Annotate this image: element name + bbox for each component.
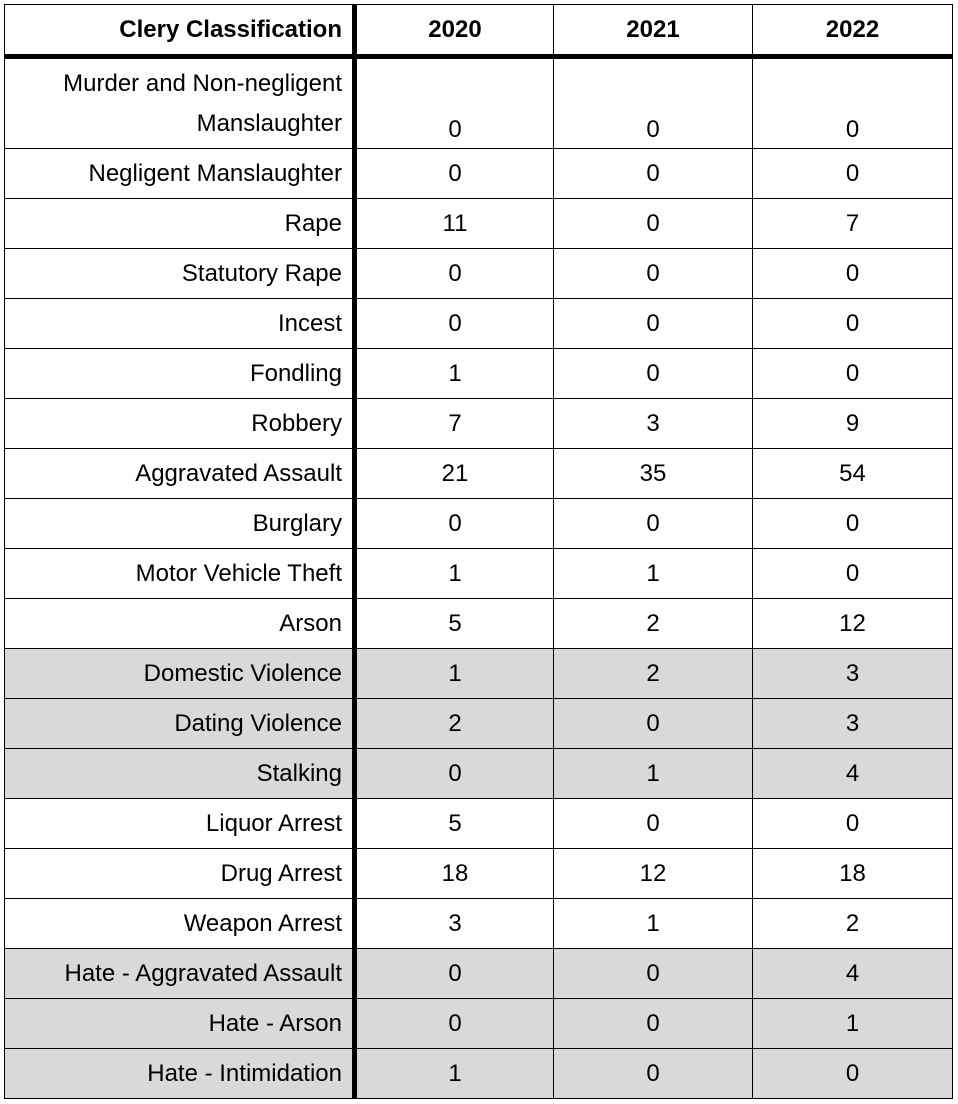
row-label: Fondling bbox=[5, 349, 355, 399]
table-row bbox=[5, 249, 953, 299]
table-row bbox=[5, 899, 953, 949]
cell-2020: 0 bbox=[355, 299, 554, 349]
cell-2020: 0 bbox=[355, 57, 554, 149]
cell-2020: 1 bbox=[355, 349, 554, 399]
row-label: Stalking bbox=[5, 749, 355, 799]
table-row bbox=[5, 1049, 953, 1099]
cell-2022: 7 bbox=[753, 199, 953, 249]
cell-2021: 2 bbox=[554, 649, 753, 699]
row-label: Hate - Aggravated Assault bbox=[5, 949, 355, 999]
cell-2020: 11 bbox=[355, 199, 554, 249]
table-row bbox=[5, 199, 953, 249]
table-row bbox=[5, 499, 953, 549]
cell-2021: 1 bbox=[554, 749, 753, 799]
cell-2021: 3 bbox=[554, 399, 753, 449]
cell-2021: 0 bbox=[554, 799, 753, 849]
cell-2020: 2 bbox=[355, 699, 554, 749]
table-row bbox=[5, 799, 953, 849]
row-label: Burglary bbox=[5, 499, 355, 549]
cell-2022: 3 bbox=[753, 699, 953, 749]
cell-2021: 0 bbox=[554, 149, 753, 199]
table-row bbox=[5, 999, 953, 1049]
cell-2020: 0 bbox=[355, 249, 554, 299]
header-year-2020: 2020 bbox=[355, 5, 554, 57]
cell-2020: 0 bbox=[355, 999, 554, 1049]
cell-2022: 1 bbox=[753, 999, 953, 1049]
table-row bbox=[5, 849, 953, 899]
cell-2021: 35 bbox=[554, 449, 753, 499]
cell-2022: 2 bbox=[753, 899, 953, 949]
row-label: Incest bbox=[5, 299, 355, 349]
cell-2021: 0 bbox=[554, 349, 753, 399]
cell-2020: 0 bbox=[355, 749, 554, 799]
cell-2021: 0 bbox=[554, 57, 753, 149]
cell-2020: 0 bbox=[355, 499, 554, 549]
row-label: Negligent Manslaughter bbox=[5, 149, 355, 199]
row-label: Robbery bbox=[5, 399, 355, 449]
header-year-2021: 2021 bbox=[554, 5, 753, 57]
cell-2022: 0 bbox=[753, 799, 953, 849]
cell-2022: 3 bbox=[753, 649, 953, 699]
cell-2020: 3 bbox=[355, 899, 554, 949]
cell-2020: 1 bbox=[355, 649, 554, 699]
cell-2021: 2 bbox=[554, 599, 753, 649]
row-label: Weapon Arrest bbox=[5, 899, 355, 949]
row-label: Drug Arrest bbox=[5, 849, 355, 899]
cell-2022: 0 bbox=[753, 249, 953, 299]
cell-2022: 0 bbox=[753, 1049, 953, 1099]
cell-2021: 0 bbox=[554, 299, 753, 349]
table-row bbox=[5, 449, 953, 499]
table-row bbox=[5, 649, 953, 699]
row-label: Murder and Non-negligent Manslaughter bbox=[5, 57, 355, 149]
cell-2021: 1 bbox=[554, 899, 753, 949]
cell-2021: 0 bbox=[554, 999, 753, 1049]
cell-2020: 7 bbox=[355, 399, 554, 449]
table-row bbox=[5, 349, 953, 399]
row-label: Liquor Arrest bbox=[5, 799, 355, 849]
cell-2020: 0 bbox=[355, 949, 554, 999]
cell-2021: 0 bbox=[554, 249, 753, 299]
cell-2020: 5 bbox=[355, 599, 554, 649]
cell-2022: 0 bbox=[753, 149, 953, 199]
table-row bbox=[5, 949, 953, 999]
cell-2021: 0 bbox=[554, 699, 753, 749]
cell-2022: 0 bbox=[753, 349, 953, 399]
cell-2022: 18 bbox=[753, 849, 953, 899]
row-label: Statutory Rape bbox=[5, 249, 355, 299]
header-year-2022: 2022 bbox=[753, 5, 953, 57]
table-row bbox=[5, 599, 953, 649]
cell-2022: 54 bbox=[753, 449, 953, 499]
cell-2020: 1 bbox=[355, 1049, 554, 1099]
cell-2022: 0 bbox=[753, 549, 953, 599]
cell-2022: 9 bbox=[753, 399, 953, 449]
cell-2022: 0 bbox=[753, 57, 953, 149]
table-row bbox=[5, 57, 953, 149]
cell-2022: 0 bbox=[753, 499, 953, 549]
row-label: Hate - Intimidation bbox=[5, 1049, 355, 1099]
cell-2021: 0 bbox=[554, 499, 753, 549]
cell-2021: 12 bbox=[554, 849, 753, 899]
row-label: Hate - Arson bbox=[5, 999, 355, 1049]
row-label: Aggravated Assault bbox=[5, 449, 355, 499]
row-label: Motor Vehicle Theft bbox=[5, 549, 355, 599]
cell-2021: 0 bbox=[554, 949, 753, 999]
cell-2020: 0 bbox=[355, 149, 554, 199]
cell-2020: 21 bbox=[355, 449, 554, 499]
header-clery-classification: Clery Classification bbox=[5, 5, 355, 57]
cell-2021: 1 bbox=[554, 549, 753, 599]
row-label: Domestic Violence bbox=[5, 649, 355, 699]
row-label: Dating Violence bbox=[5, 699, 355, 749]
table-row bbox=[5, 299, 953, 349]
cell-2021: 0 bbox=[554, 199, 753, 249]
table-row bbox=[5, 699, 953, 749]
cell-2021: 0 bbox=[554, 1049, 753, 1099]
cell-2022: 12 bbox=[753, 599, 953, 649]
cell-2022: 0 bbox=[753, 299, 953, 349]
cell-2022: 4 bbox=[753, 749, 953, 799]
cell-2020: 18 bbox=[355, 849, 554, 899]
clery-statistics-table bbox=[4, 4, 953, 1099]
cell-2022: 4 bbox=[753, 949, 953, 999]
clery-statistics-sheet bbox=[4, 4, 952, 1099]
cell-2020: 5 bbox=[355, 799, 554, 849]
header-row bbox=[5, 5, 953, 57]
cell-2020: 1 bbox=[355, 549, 554, 599]
row-label: Arson bbox=[5, 599, 355, 649]
row-label: Rape bbox=[5, 199, 355, 249]
table-row bbox=[5, 149, 953, 199]
table-row bbox=[5, 549, 953, 599]
table-row bbox=[5, 399, 953, 449]
table-row bbox=[5, 749, 953, 799]
